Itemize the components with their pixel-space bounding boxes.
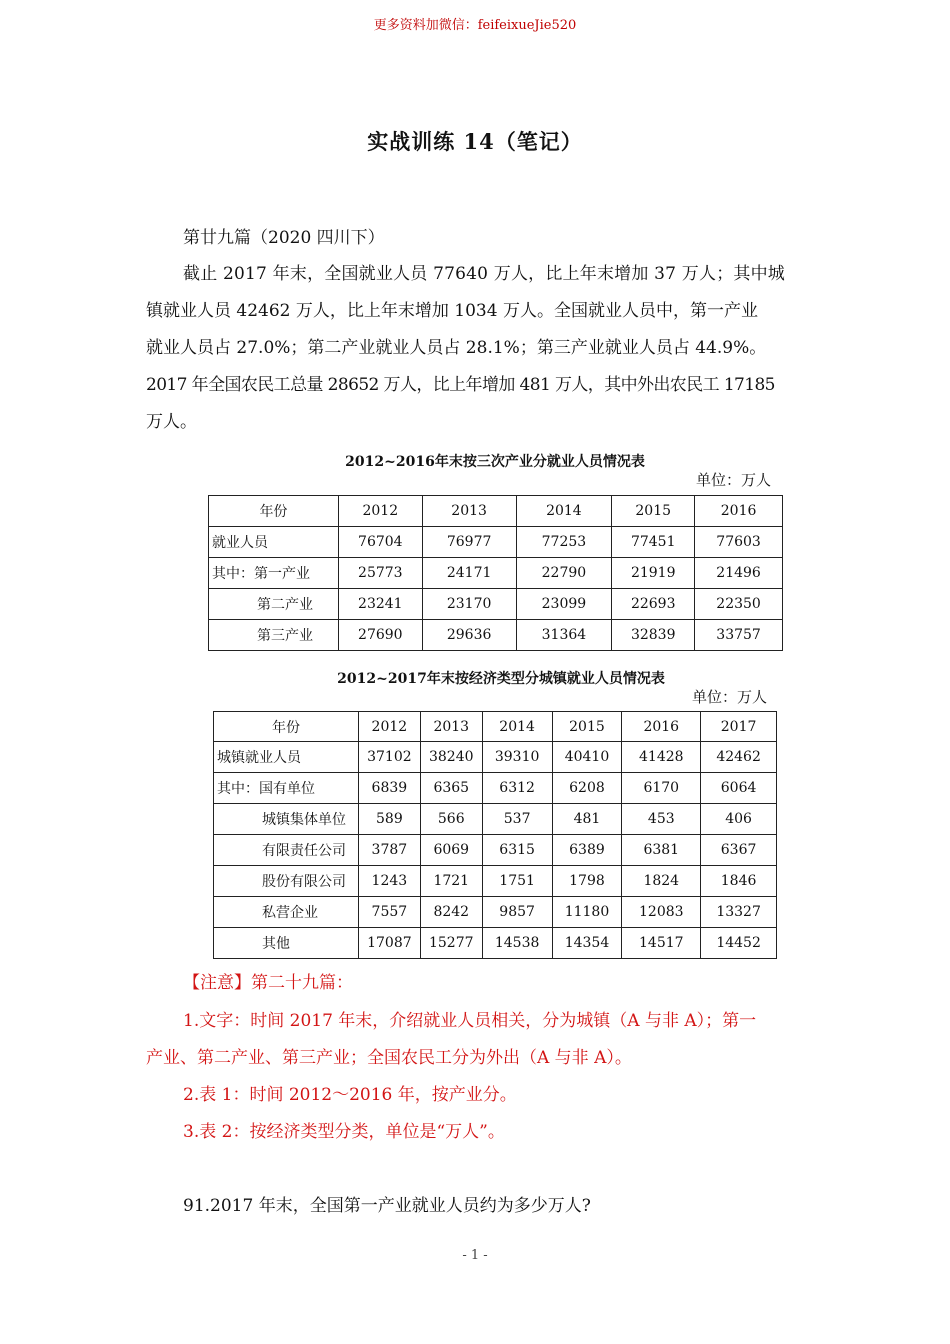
- table1-unit: 单位：万人: [696, 471, 772, 489]
- table-cell: 566: [420, 804, 482, 835]
- table2: [213, 711, 777, 959]
- table-cell: 6389: [552, 835, 622, 866]
- table-row: [209, 620, 783, 651]
- table-cell: 1243: [358, 866, 420, 897]
- table-cell: 453: [622, 804, 701, 835]
- table-cell: 6170: [622, 773, 701, 804]
- table-cell: 22693: [612, 589, 695, 620]
- table-cell: 8242: [420, 897, 482, 928]
- table-cell: 6312: [482, 773, 552, 804]
- table2-unit: 单位：万人: [692, 688, 768, 706]
- table-cell: 6208: [552, 773, 622, 804]
- passage-line: 截止 2017 年末，全国就业人员 77640 万人，比上年末增加 37 万人；其中城: [183, 264, 785, 284]
- table-cell: 33757: [695, 620, 783, 651]
- table-cell: 1751: [482, 866, 552, 897]
- passage-line: 就业人员占 27.0%；第二产业就业人员占 28.1%；第三产业就业人员占 44.9%。: [146, 338, 767, 358]
- row-label: 城镇集体单位: [214, 804, 359, 835]
- table-cell: 11180: [552, 897, 622, 928]
- watermark: 更多资料加微信：feifeixueJie520: [373, 18, 577, 33]
- table-cell: 41428: [622, 742, 701, 773]
- table-cell: 537: [482, 804, 552, 835]
- table-cell: 14354: [552, 928, 622, 959]
- table-cell: 77603: [695, 527, 783, 558]
- row-label: 第三产业: [209, 620, 339, 651]
- table-row: [209, 589, 783, 620]
- table1-header-cell: 年份: [209, 496, 339, 527]
- table-row: [209, 558, 783, 589]
- table-cell: 38240: [420, 742, 482, 773]
- row-label: 其中：第一产业: [209, 558, 339, 589]
- table-cell: 14452: [701, 928, 777, 959]
- table-cell: 1798: [552, 866, 622, 897]
- table-cell: 6839: [358, 773, 420, 804]
- table1-header-cell: 2015: [612, 496, 695, 527]
- row-label: 第二产业: [209, 589, 339, 620]
- table-cell: 6069: [420, 835, 482, 866]
- table-cell: 39310: [482, 742, 552, 773]
- table-cell: 1846: [701, 866, 777, 897]
- table-cell: 24171: [422, 558, 516, 589]
- table-cell: 6365: [420, 773, 482, 804]
- table-cell: 14517: [622, 928, 701, 959]
- table2-header-cell: 2013: [420, 712, 482, 742]
- row-label: 就业人员: [209, 527, 339, 558]
- table2-header-cell: 年份: [214, 712, 359, 742]
- table-row: [214, 773, 777, 804]
- table1-header-cell: 2013: [422, 496, 516, 527]
- table-cell: 6064: [701, 773, 777, 804]
- note-line: 3.表 2：按经济类型分类，单位是“万人”。: [183, 1122, 505, 1142]
- table-cell: 14538: [482, 928, 552, 959]
- section-heading: 第廿九篇（2020 四川下）: [183, 228, 385, 248]
- row-label: 股份有限公司: [214, 866, 359, 897]
- table-cell: 21919: [612, 558, 695, 589]
- table-cell: 40410: [552, 742, 622, 773]
- table-cell: 25773: [338, 558, 422, 589]
- table-cell: 17087: [358, 928, 420, 959]
- table-cell: 31364: [516, 620, 612, 651]
- row-label: 有限责任公司: [214, 835, 359, 866]
- table1-header-cell: 2014: [516, 496, 612, 527]
- table-cell: 9857: [482, 897, 552, 928]
- table-cell: 76977: [422, 527, 516, 558]
- page-title: 实战训练 14（笔记）: [367, 129, 583, 154]
- note-line: 2.表 1：时间 2012～2016 年，按产业分。: [183, 1085, 517, 1105]
- table-cell: 589: [358, 804, 420, 835]
- table-cell: 22350: [695, 589, 783, 620]
- table-row: [214, 835, 777, 866]
- passage-line: 2017 年全国农民工总量 28652 万人，比上年增加 481 万人，其中外出农民工 17185: [146, 375, 775, 395]
- table-cell: 7557: [358, 897, 420, 928]
- table-cell: 406: [701, 804, 777, 835]
- table-cell: 23241: [338, 589, 422, 620]
- table-row: [209, 527, 783, 558]
- note-line: 产业、第二产业、第三产业；全国农民工分为外出（A 与非 A）。: [146, 1048, 632, 1068]
- table-cell: 29636: [422, 620, 516, 651]
- table2-header-cell: 2015: [552, 712, 622, 742]
- table-cell: 3787: [358, 835, 420, 866]
- passage-line: 万人。: [146, 412, 197, 432]
- notes-heading: 【注意】第二十九篇：: [183, 973, 353, 993]
- table-row: [214, 928, 777, 959]
- table2-header-cell: 2017: [701, 712, 777, 742]
- note-line: 1.文字：时间 2017 年末，介绍就业人员相关，分为城镇（A 与非 A）；第一: [183, 1011, 757, 1031]
- table-cell: 13327: [701, 897, 777, 928]
- table-cell: 12083: [622, 897, 701, 928]
- table-cell: 77451: [612, 527, 695, 558]
- table1-caption: 2012~2016年末按三次产业分就业人员情况表: [345, 454, 645, 470]
- table2-header-cell: 2014: [482, 712, 552, 742]
- table-cell: 6315: [482, 835, 552, 866]
- table-cell: 77253: [516, 527, 612, 558]
- table-cell: 21496: [695, 558, 783, 589]
- table-cell: 1721: [420, 866, 482, 897]
- row-label: 其中：国有单位: [214, 773, 359, 804]
- page-number: - 1 -: [462, 1248, 488, 1263]
- table2-header-cell: 2012: [358, 712, 420, 742]
- table-row: [214, 866, 777, 897]
- question: 91.2017 年末，全国第一产业就业人员约为多少万人?: [183, 1196, 591, 1216]
- table-cell: 6381: [622, 835, 701, 866]
- table-cell: 23170: [422, 589, 516, 620]
- table-cell: 6367: [701, 835, 777, 866]
- table-cell: 42462: [701, 742, 777, 773]
- row-label: 城镇就业人员: [214, 742, 359, 773]
- table-cell: 27690: [338, 620, 422, 651]
- table-cell: 23099: [516, 589, 612, 620]
- table-cell: 32839: [612, 620, 695, 651]
- table-cell: 22790: [516, 558, 612, 589]
- table1-header-row: [209, 496, 783, 527]
- table-cell: 76704: [338, 527, 422, 558]
- table-row: [214, 804, 777, 835]
- passage-line: 镇就业人员 42462 万人，比上年末增加 1034 万人。全国就业人员中，第一产业: [146, 301, 758, 321]
- table-cell: 1824: [622, 866, 701, 897]
- table-cell: 15277: [420, 928, 482, 959]
- table1-header-cell: 2012: [338, 496, 422, 527]
- table-cell: 37102: [358, 742, 420, 773]
- table-cell: 481: [552, 804, 622, 835]
- table2-header-cell: 2016: [622, 712, 701, 742]
- row-label: 其他: [214, 928, 359, 959]
- table-row: [214, 897, 777, 928]
- table-row: [214, 742, 777, 773]
- table1-header-cell: 2016: [695, 496, 783, 527]
- row-label: 私营企业: [214, 897, 359, 928]
- table2-caption: 2012~2017年末按经济类型分城镇就业人员情况表: [337, 671, 665, 687]
- table1: [208, 495, 783, 651]
- table2-header-row: [214, 712, 777, 742]
